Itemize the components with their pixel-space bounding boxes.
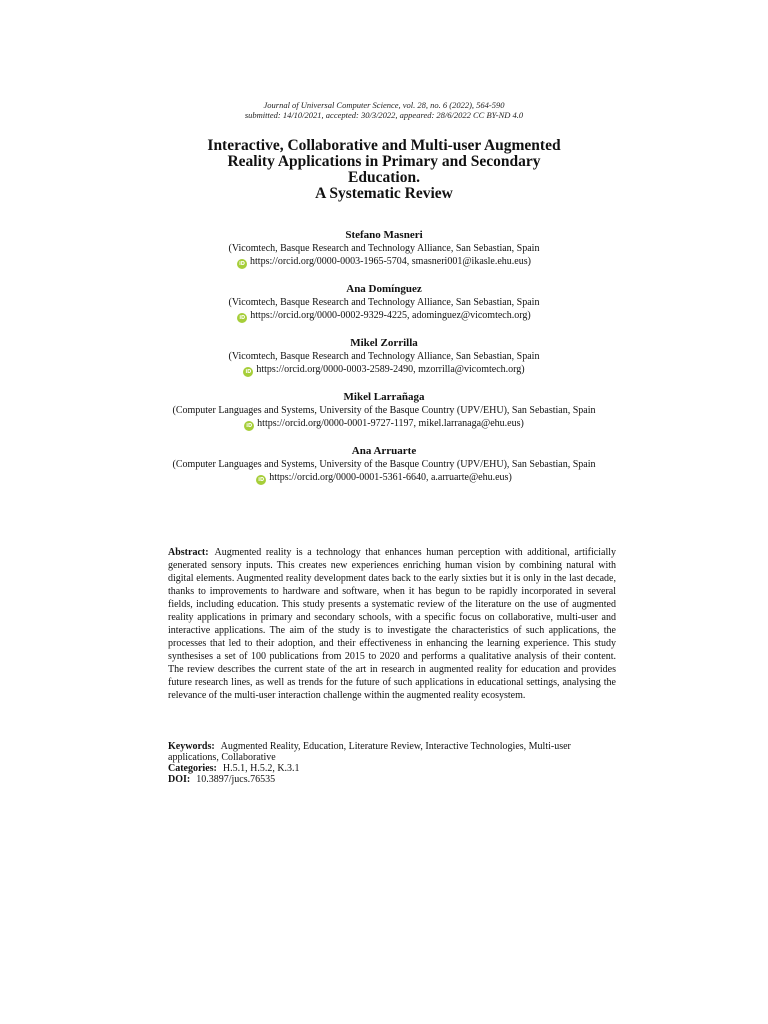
author-orcid-line	[150, 309, 618, 323]
author-orcid-link[interactable]: https://orcid.org/0000-0001-9727-1197, mikel.larranaga@ehu.eus)	[257, 418, 524, 429]
author-orcid-line	[150, 417, 618, 431]
doi-link[interactable]: 10.3897/jucs.76535	[196, 774, 276, 785]
doi-label: DOI:	[168, 774, 191, 785]
title-line-3: Education.	[348, 169, 420, 186]
keywords-label: Keywords:	[168, 741, 215, 752]
author-block	[150, 336, 618, 377]
author-name: Stefano Masneri	[345, 229, 423, 241]
author-orcid-line	[150, 363, 618, 377]
author-orcid-line	[150, 255, 618, 269]
author-name: Ana Arruarte	[351, 445, 417, 457]
title-line-1: Interactive, Collaborative and Multi-user Augmented	[207, 137, 561, 154]
orcid-icon[interactable]: iD	[244, 421, 254, 431]
author-list	[150, 228, 618, 498]
paper-title	[150, 138, 618, 202]
journal-citation: Journal of Universal Computer Science, vol. 28, no. 6 (2022), 564-590	[263, 100, 505, 110]
author-orcid-link[interactable]: https://orcid.org/0000-0003-1965-5704, smasneri001@ikasle.ehu.eus)	[250, 256, 531, 267]
orcid-icon[interactable]: iD	[243, 367, 253, 377]
keywords-text: Augmented Reality, Education, Literature Review, Interactive Technologies, Multi-user applications, Collaborative	[168, 741, 571, 763]
author-name: Mikel Zorrilla	[350, 337, 418, 349]
author-affiliation: (Vicomtech, Basque Research and Technology Alliance, San Sebastian, Spain	[228, 297, 540, 308]
orcid-icon[interactable]: iD	[237, 313, 247, 323]
title-line-2: Reality Applications in Primary and Secondary	[227, 153, 541, 170]
categories-text: H.5.1, H.5.2, K.3.1	[222, 763, 300, 774]
metadata-section	[168, 741, 616, 785]
title-line-4: A Systematic Review	[315, 185, 453, 202]
author-orcid-link[interactable]: https://orcid.org/0000-0003-2589-2490, mzorrilla@vicomtech.org)	[256, 364, 525, 375]
categories-line	[168, 763, 616, 774]
author-orcid-link[interactable]: https://orcid.org/0000-0001-5361-6640, a.arruarte@ehu.eus)	[269, 472, 512, 483]
orcid-icon[interactable]: iD	[256, 475, 266, 485]
author-affiliation: (Computer Languages and Systems, University of the Basque Country (UPV/EHU), San Sebastian, Spain	[172, 459, 596, 470]
author-name: Ana Domínguez	[346, 283, 422, 295]
abstract-section	[168, 546, 616, 702]
doi-line	[168, 774, 616, 785]
keywords-line	[168, 741, 616, 763]
author-orcid-line	[150, 471, 618, 485]
author-affiliation: (Vicomtech, Basque Research and Technology Alliance, San Sebastian, Spain	[228, 351, 540, 362]
author-affiliation: (Vicomtech, Basque Research and Technology Alliance, San Sebastian, Spain	[228, 243, 540, 254]
orcid-icon[interactable]: iD	[237, 259, 247, 269]
author-block	[150, 228, 618, 269]
journal-header	[0, 100, 768, 120]
abstract-text: Augmented reality is a technology that enhances human perception with additional, artificially generated sensory inputs. This creates new experiences enriching human vision by combining natural with digital elements. Augmented reality development dates back to the early sixties but it is only in the last decade, thanks to improvements to hardware and software, when it has begun to be rapidly incorporated in several fields, including education. This study presents a systematic review of the literature on the use of augmented reality applications in primary and secondary schools, with a specific focus on collaborative, multi-user and interactive applications. The aim of the study is to investigate the characteristics of such applications, the processes that led to their adoption, and their effectiveness in enhancing the learning experience. This study synthesises a set of 100 publications from 2015 to 2020 and performs a qualitative analysis of their content. The review describes the current state of the art in research in augmented reality for education and provides future research lines, as well as trends for the future of such applications in educational settings, analysing the relevance of the multi-user interaction challenge within the augmented reality ecosystem.	[168, 547, 616, 701]
categories-label: Categories:	[168, 763, 217, 774]
author-orcid-link[interactable]: https://orcid.org/0000-0002-9329-4225, adominguez@vicomtech.org)	[250, 310, 531, 321]
author-block	[150, 390, 618, 431]
author-affiliation: (Computer Languages and Systems, University of the Basque Country (UPV/EHU), San Sebastian, Spain	[172, 405, 596, 416]
author-block	[150, 282, 618, 323]
author-name: Mikel Larrañaga	[343, 391, 425, 403]
author-block	[150, 444, 618, 485]
journal-dates: submitted: 14/10/2021, accepted: 30/3/2022, appeared: 28/6/2022 CC BY-ND 4.0	[244, 110, 524, 120]
abstract-label: Abstract:	[168, 547, 209, 558]
